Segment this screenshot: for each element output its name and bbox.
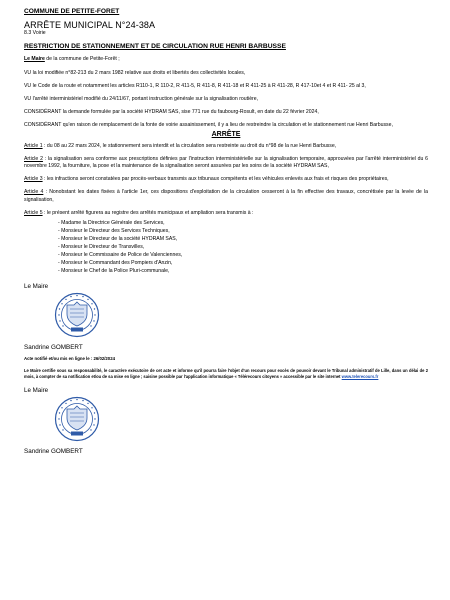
legal-notice — [24, 368, 428, 379]
article-3 — [24, 176, 428, 183]
signer-name: Sandrine GOMBERT — [24, 448, 83, 456]
considerant-clause-2: CONSIDÉRANT qu'en raison de remplacement de la fonte de voirie assainissement, il y a lieu de restreindre la circulation et le stationnement rue Henri Barbusse, — [24, 122, 393, 129]
article-1 — [24, 143, 428, 150]
recipient-item: - Monsieur le Directeur de la société HYDRAM SAS, — [58, 235, 428, 243]
mayor-intro-bold: Le Maire — [24, 56, 45, 63]
recipient-item: - Monsieur le Directeur de Transvilles, — [58, 243, 428, 251]
article-4 — [24, 189, 428, 203]
article-4-label: Article 4 — [24, 189, 44, 196]
article-1-label: Article 1 — [24, 142, 43, 149]
article-3-label: Article 3 — [24, 176, 43, 183]
vu-clause-3: VU l'arrêté interministériel modifié du 24/11/67, portant instruction générale sur la signalisation routière, — [24, 96, 259, 103]
subject-title: RESTRICTION DE STATIONNEMENT ET DE CIRCULATION RUE HENRI BARBUSSE — [24, 43, 286, 51]
municipal-seal-icon — [54, 396, 100, 442]
signer-name: Sandrine GOMBERT — [24, 344, 83, 352]
recipient-item: - Monsieur le Commandant des Pompiers d'Anzin, — [58, 259, 428, 267]
article-2-label: Article 2 — [24, 155, 43, 162]
posted-notice: Acte notifié et/ou mis en ligne le : 26/02/2024 — [24, 356, 115, 362]
municipal-seal-icon — [54, 292, 100, 338]
commune-name: COMMUNE DE PETITE-FORET — [24, 8, 120, 15]
article-5-text: : le présent arrêté figurera au registre des arrêtés municipaux et ampliation sera transmis à : — [42, 209, 254, 216]
vu-clause-2: VU le Code de la route et notamment les articles R110-1, R 110-2, R 411-5, R 411-8, R 411-18 et R 411-25 à R 411-28, R 417-10et 4 et R 411- 25 al 3, — [24, 82, 366, 89]
article-3-text: : les infractions seront constatées par procès-verbaux transmis aux tribunaux compétents et les véhicules enlevés aux frais et risques des propriétaires, — [42, 176, 389, 183]
recipient-list — [24, 219, 428, 275]
signature-label: Le Maire — [24, 283, 49, 291]
mayor-intro — [24, 56, 428, 63]
category-label: 8.3 Voirie — [24, 30, 46, 37]
considerant-clause-1: CONSIDÉRANT la demande formulée par la société HYDRAM SAS, sise 771 rue du faubourg-Rosult, en date du 22 février 2024, — [24, 109, 319, 116]
signature-label: Le Maire — [24, 387, 49, 395]
recipient-item: - Monsieur le Commissaire de Police de Valenciennes, — [58, 251, 428, 259]
telerecours-link[interactable]: www.telerecours.fr — [341, 373, 379, 379]
recipient-item: - Monsieur le Chef de la Police Pluri-communale, — [58, 267, 428, 275]
article-2-text: : la signalisation sera conforme aux prescriptions définies par l'instruction interministérielle sur la signalisation temporaire, approuvées par l'arrêté interministériel du 6 novembre 1992, la fourniture, la pose et la maintenance de la signalisation seront assurées par les soins de la société HYDRAM SAS, — [24, 155, 428, 170]
arrete-heading: ARRÊTE — [211, 130, 241, 138]
legal-notice-text: Le Maire certifie sous sa responsabilité, le caractère exécutoire de cet acte et informe qu'il pourra faire l'objet d'un recours pour excès de pouvoir devant le Tribunal administratif de Lille, dans un délai de 2 mois, à compter de sa notification et/ou de sa mise en ligne ; saisine possible par l'application informatique « Télérecours citoyens » accessible par le site internet — [24, 368, 428, 379]
article-4-text: : Nonobstant les dates fixées à l'article 1er, ces dispositions d'exploitation de la circulation cesseront à la fin effective des travaux, concrétisée par la levée de la signalisation, — [24, 189, 428, 203]
article-2 — [24, 156, 428, 170]
mayor-intro-rest: de la commune de Petite-Forêt ; — [44, 56, 120, 63]
article-1-text: : du 08 au 22 mars 2024, le stationnement sera interdit et la circulation sera restreinte au droit du n°98 de la rue Henri Barbusse, — [42, 142, 337, 149]
recipient-item: - Monsieur le Directeur des Services Techniques, — [58, 227, 428, 235]
recipient-item: - Madame la Directrice Générale des Services, — [58, 219, 428, 227]
vu-clause-1: VU la loi modifiée n°82-213 du 2 mars 1982 relative aux droits et libertés des collectivités locales, — [24, 69, 246, 76]
article-5-label: Article 5 — [24, 209, 43, 216]
document — [24, 8, 428, 460]
arrete-number: ARRÊTE MUNICIPAL N°24-38A — [24, 20, 156, 30]
article-5 — [24, 210, 428, 217]
